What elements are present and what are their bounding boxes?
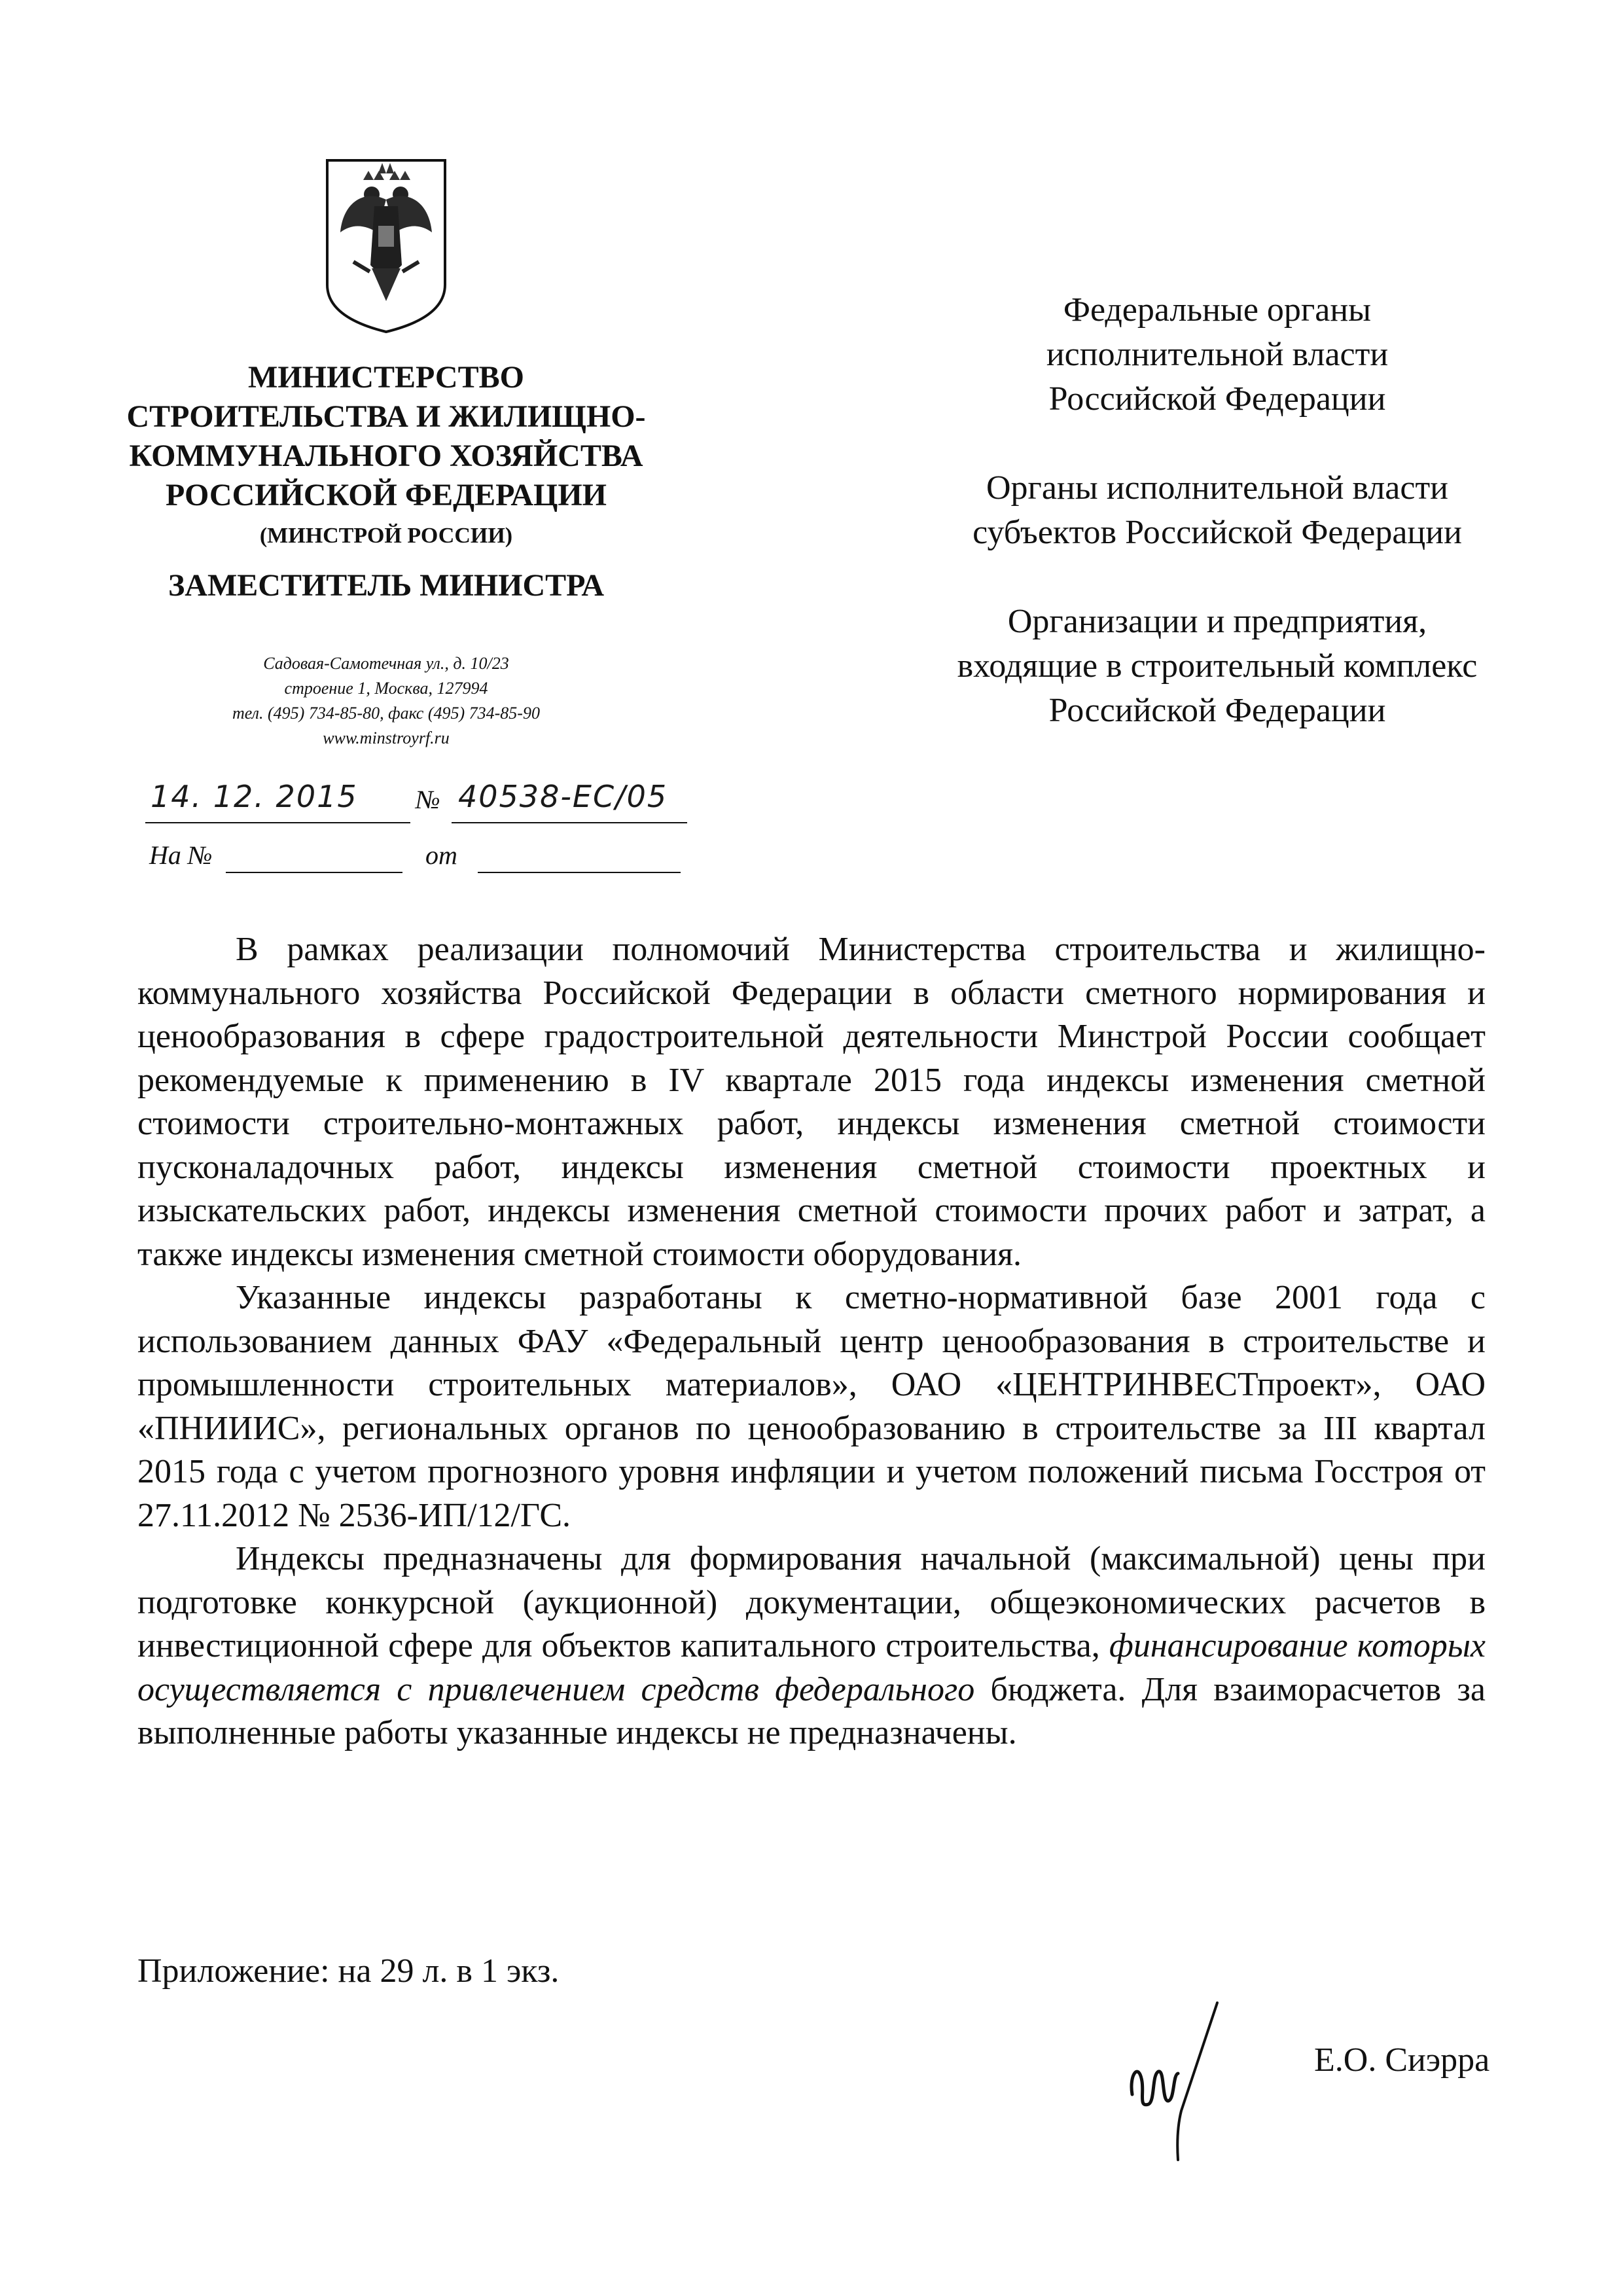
addressees-block xyxy=(890,288,1544,778)
reply-number-underline xyxy=(226,872,402,873)
handwritten-number: 40538-ЕС/05 xyxy=(458,779,668,814)
outgoing-date xyxy=(151,779,358,814)
letter-body xyxy=(137,928,1486,1755)
ministry-name xyxy=(92,358,681,515)
ministry-name-line: КОММУНАЛЬНОГО ХОЗЯЙСТВА xyxy=(129,439,643,473)
outgoing-number xyxy=(458,779,668,814)
signer-name: Е.О. Сиэрра xyxy=(1314,2041,1490,2079)
attachment-note: Приложение: на 29 л. в 1 экз. xyxy=(137,1952,560,1990)
number-prefix: № xyxy=(416,785,440,814)
handwritten-signature xyxy=(1113,1996,1230,2166)
addressee-line: Российской Федерации xyxy=(1048,380,1386,418)
paragraph-3-start: Индексы предназначены для формирования начальной (максимальной) цены при подготовке конкурсной (аукционной) документации, общеэкономических расчетов в инвестиционной сфере для объектов капитального строительства, xyxy=(137,1540,1486,1664)
coat-of-arms-emblem xyxy=(314,154,458,337)
reply-date-underline xyxy=(478,872,681,873)
ministry-name-line: МИНИСТЕРСТВО xyxy=(248,360,524,395)
ministry-name-line: РОССИЙСКОЙ ФЕДЕРАЦИИ xyxy=(165,478,607,512)
addressee-line: Органы исполнительной власти xyxy=(986,469,1449,507)
number-underline xyxy=(452,822,687,823)
addressee-line: Федеральные органы xyxy=(1063,291,1372,329)
ministry-short-name: (МИНСТРОЙ РОССИИ) xyxy=(259,524,513,548)
addressee-line: входящие в строительный комплекс xyxy=(957,647,1478,685)
body-paragraph-3 xyxy=(137,1537,1486,1755)
ministry-address xyxy=(92,651,681,751)
address-line: Садовая-Самотечная ул., д. 10/23 xyxy=(263,654,509,673)
addressee-line: Российской Федерации xyxy=(1048,692,1386,729)
deputy-minister-title: ЗАМЕСТИТЕЛЬ МИНИСТРА xyxy=(168,568,605,603)
reply-from-label: от xyxy=(425,840,457,870)
paragraph-3-end: бюджета. Для взаиморасчетов за выполненные работы указанные индексы не предназначены. xyxy=(137,1670,1486,1751)
address-line: строение 1, Москва, 127994 xyxy=(284,679,488,698)
body-paragraph-2: Указанные индексы разработаны к сметно-нормативной базе 2001 года с использованием данных ФАУ «Федеральный центр ценообразования в строительстве и промышленности строительных материалов», ОАО «ЦЕНТРИНВЕСТпроект», ОАО «ПНИИИС», региональных органов по ценообразованию в строительстве за III квартал 2015 года с учетом прогнозного уровня инфляции и учетом положений письма Госстроя от 27.11.2012 № 2536-ИП/12/ГС. xyxy=(137,1279,1486,1534)
body-paragraph-1: В рамках реализации полномочий Министерства строительства и жилищно-коммунального хозяйства Российской Федерации в области сметного нормирования и ценообразования в сфере градостроительной деятельности Минстрой России сообщает рекомендуемые к применению в IV квартале 2015 года индексы изменения сметной стоимости строительно-монтажных работ, индексы изменения сметной стоимости пусконаладочных работ, индексы изменения сметной стоимости проектных и изыскательских работ, индексы изменения сметной стоимости прочих работ и затрат, а также индексы изменения сметной стоимости оборудования. xyxy=(137,931,1486,1273)
addressee-line: субъектов Российской Федерации xyxy=(972,514,1462,551)
addressee-regional-bodies xyxy=(890,466,1544,555)
paragraph-3-italic: финансирование которых осуществляется с привлечением средств федерального xyxy=(137,1627,1486,1708)
address-line: тел. (495) 734-85-80, факс (495) 734-85-90 xyxy=(232,704,540,723)
address-line: www.minstroyrf.ru xyxy=(323,728,450,747)
date-underline xyxy=(145,822,410,823)
addressee-line: исполнительной власти xyxy=(1046,336,1389,373)
addressee-line: Организации и предприятия, xyxy=(1007,603,1427,640)
addressee-federal-bodies xyxy=(890,288,1544,422)
reply-number-label: На № xyxy=(149,840,213,870)
handwritten-date: 14. 12. 2015 xyxy=(151,779,358,814)
ministry-name-line: СТРОИТЕЛЬСТВА И ЖИЛИЩНО- xyxy=(126,399,646,434)
addressee-organizations xyxy=(890,600,1544,733)
